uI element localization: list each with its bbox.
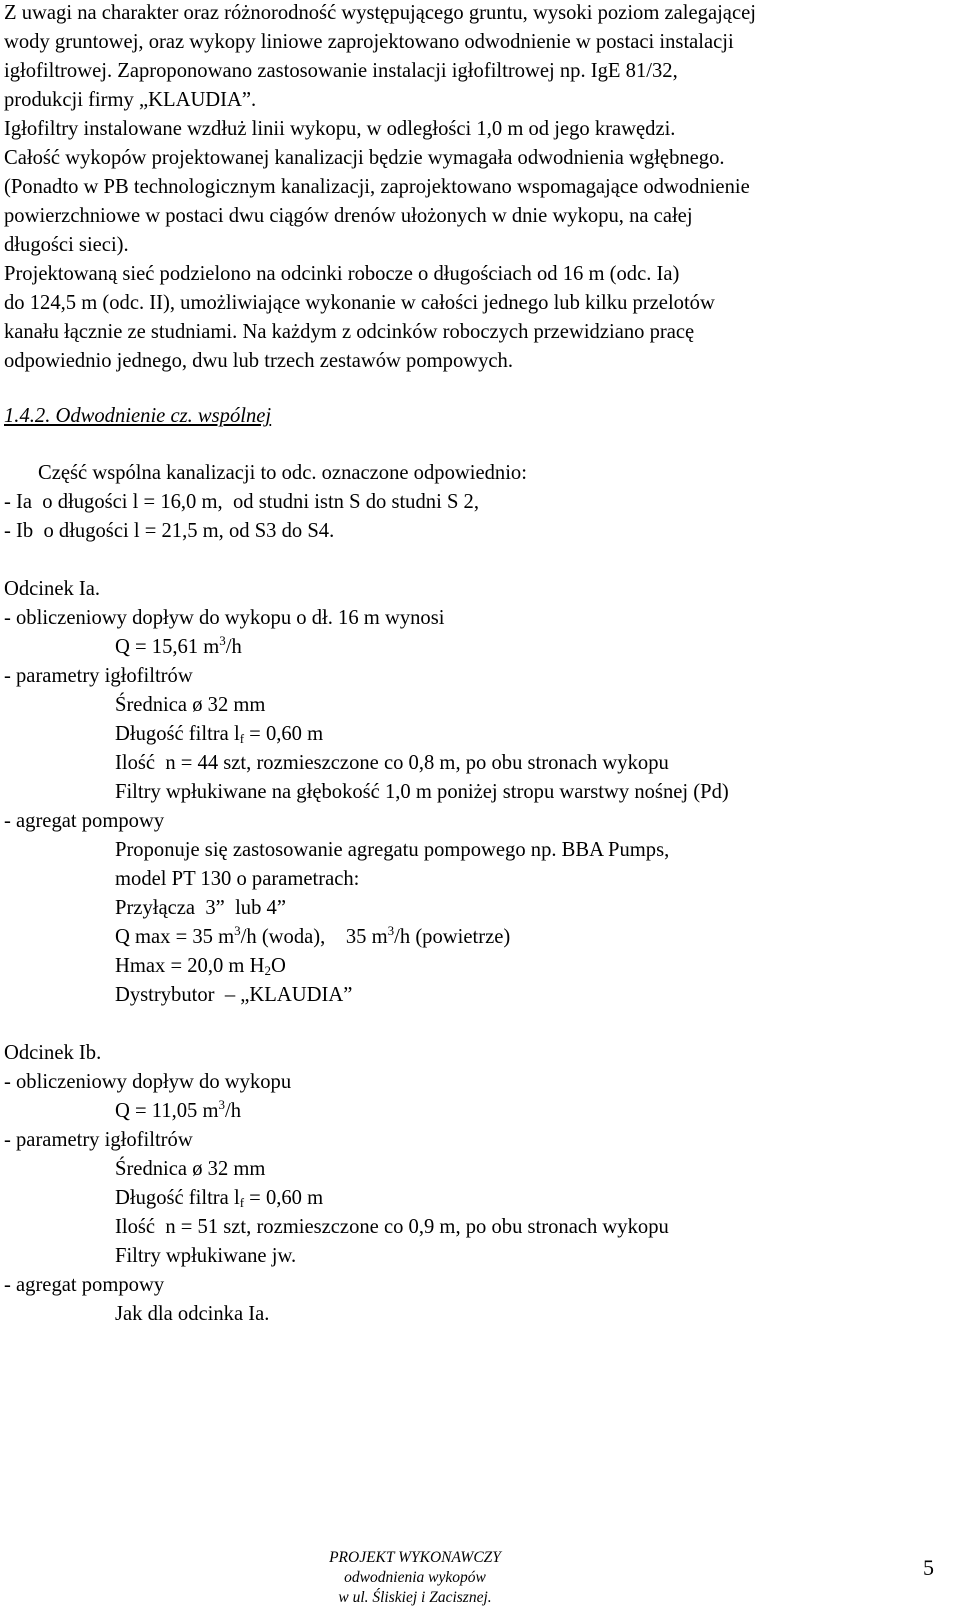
- segment-ia-count: Ilość n = 44 szt, rozmieszczone co 0,8 m, po obu stronach wykopu: [115, 752, 669, 774]
- segment-ia-pump-label: - agregat pompowy: [4, 810, 165, 832]
- segment-ia-distributor: Dystrybutor – „KLAUDIA”: [115, 984, 353, 1006]
- segment-ia-qmax: Q max = 35 $m^3/h$ (woda), 35 $m^3/h$ (powietrze): [115, 923, 511, 948]
- segment-ib-filters-label: - parametry igłofiltrów: [4, 1129, 193, 1151]
- segment-ia-flow-value: Q = 15,61 $m^3/h$: [115, 633, 242, 658]
- intro-line: Igłofiltry instalowane wzdłuż linii wykopu, w odległości 1,0 m od jego krawędzi.: [4, 118, 676, 140]
- segment-ib-flow-value: Q = 11,05 $m^3/h$: [115, 1097, 242, 1122]
- intro-line: Projektowaną sieć podzielono na odcinki robocze o długościach od 16 m (odc. Ia): [4, 263, 680, 285]
- intro-line: wody gruntowej, oraz wykopy liniowe zaprojektowano odwodnienie w postaci instalacji: [4, 31, 734, 53]
- segment-ib-count: Ilość n = 51 szt, rozmieszczone co 0,9 m, po obu stronach wykopu: [115, 1216, 669, 1238]
- intro-line: produkcji firmy „KLAUDIA”.: [4, 89, 257, 111]
- segment-ib-pump-text: Jak dla odcinka Ia.: [115, 1303, 270, 1325]
- segment-ib-inflow-label: - obliczeniowy dopływ do wykopu: [4, 1071, 292, 1093]
- footer-line: odwodnienia wykopów: [344, 1569, 486, 1586]
- segment-ib-flush: Filtry wpłukiwane jw.: [115, 1245, 297, 1267]
- segment-ib-pump-label: - agregat pompowy: [4, 1274, 165, 1296]
- intro-line: powierzchniowe w postaci dwu ciągów drenów ułożonych w dnie wykopu, na całej: [4, 205, 693, 227]
- common-part-item: - Ib o długości l = 21,5 m, od S3 do S4.: [4, 520, 335, 542]
- common-part-item: - Ia o długości l = 16,0 m, od studni istn S do studni S 2,: [4, 491, 479, 513]
- segment-ia-hmax: Hmax = 20,0 m $H_2O$: [115, 955, 286, 978]
- segment-ia-inflow-label: - obliczeniowy dopływ do wykopu o dł. 16 m wynosi: [4, 607, 445, 629]
- intro-line: kanału łącznie ze studniami. Na każdym z odcinków roboczych przewidziano pracę: [4, 321, 695, 343]
- intro-line: Całość wykopów projektowanej kanalizacji będzie wymagała odwodnienia wgłębnego.: [4, 147, 725, 169]
- segment-ib-diameter: Średnica ø 32 mm: [115, 1158, 266, 1180]
- intro-line: (Ponadto w PB technologicznym kanalizacji, zaprojektowano wspomagające odwodnienie: [4, 176, 750, 198]
- section-heading: 1.4.2. Odwodnienie cz. wspólnej: [4, 405, 272, 427]
- intro-line: do 124,5 m (odc. II), umożliwiające wykonanie w całości jednego lub kilku przelotów: [4, 292, 715, 314]
- intro-line: długości sieci).: [4, 234, 129, 256]
- segment-ia-pump-text: model PT 130 o parametrach:: [115, 868, 360, 890]
- segment-ia-filters-label: - parametry igłofiltrów: [4, 665, 193, 687]
- common-part-intro: Część wspólna kanalizacji to odc. oznaczone odpowiednio:: [38, 462, 527, 484]
- page-number: 5: [923, 1555, 934, 1580]
- segment-ib-title: Odcinek Ib.: [4, 1042, 102, 1064]
- segment-ia-flush: Filtry wpłukiwane na głębokość 1,0 m poniżej stropu warstwy nośnej (Pd): [115, 781, 729, 803]
- segment-ib-filter-length: Długość filtra $l_f = 0,60$ m: [115, 1187, 324, 1210]
- intro-line: odpowiednio jednego, dwu lub trzech zestawów pompowych.: [4, 350, 514, 372]
- segment-ia-filter-length: Długość filtra $l_f = 0,60$ m: [115, 723, 324, 746]
- segment-ia-pump-text: Proponuje się zastosowanie agregatu pompowego np. BBA Pumps,: [115, 839, 670, 861]
- intro-line: igłofiltrowej. Zaproponowano zastosowanie instalacji igłofiltrowej np. IgE 81/32,: [4, 60, 678, 82]
- footer-line: PROJEKT WYKONAWCZY: [329, 1549, 501, 1566]
- intro-line: Z uwagi na charakter oraz różnorodność występującego gruntu, wysoki poziom zalegającej: [4, 2, 756, 24]
- segment-ia-diameter: Średnica ø 32 mm: [115, 694, 266, 716]
- footer-line: w ul. Śliskiej i Zacisznej.: [338, 1589, 492, 1606]
- segment-ia-title: Odcinek Ia.: [4, 578, 101, 600]
- segment-ia-pump-text: Przyłącza 3” lub 4”: [115, 897, 286, 919]
